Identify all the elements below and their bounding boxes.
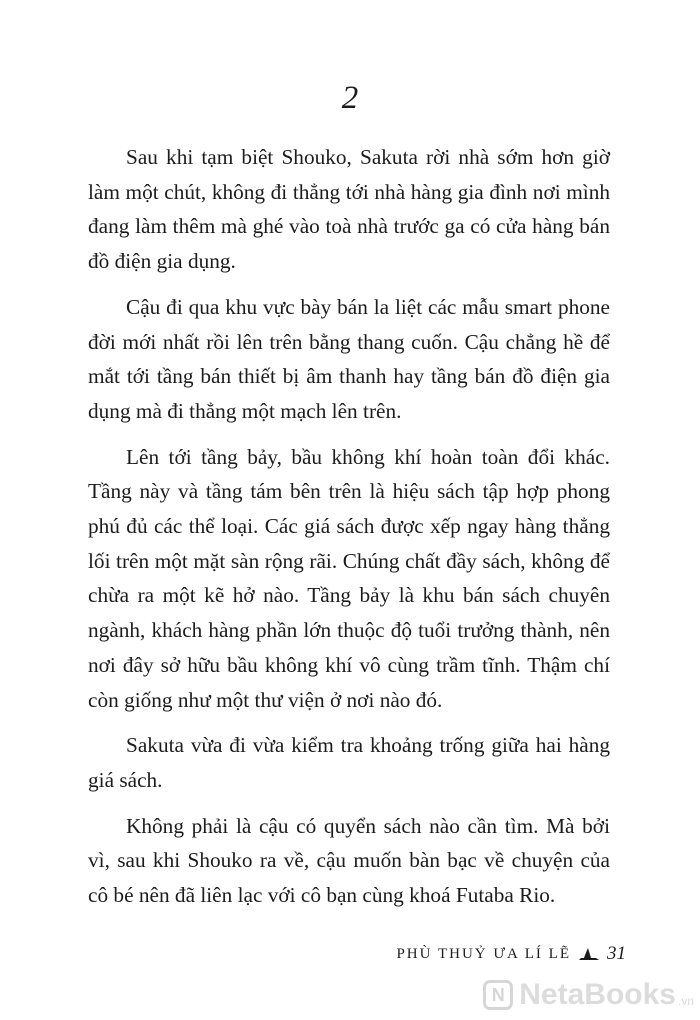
body-text <box>88 140 610 924</box>
page-number: 31 <box>607 943 626 964</box>
paragraph: Cậu đi qua khu vực bày bán la liệt các mẫu smart phone đời mới nhất rồi lên trên bằng thang cuốn. Cậu chẳng hề để mắt tới tầng bán thiết bị âm thanh hay tầng bán đồ điện gia dụng mà đi thẳng một mạch lên trên. <box>88 294 610 423</box>
paragraph: Không phải là cậu có quyển sách nào cần tìm. Mà bởi vì, sau khi Shouko ra về, cậu muốn bàn bạc về chuyện của cô bé nên đã liên lạc với cô bạn cùng khoá Futaba Rio. <box>88 813 610 908</box>
paragraph: Sakuta vừa đi vừa kiểm tra khoảng trống giữa hai hàng giá sách. <box>88 733 610 792</box>
paragraph: Sau khi tạm biệt Shouko, Sakuta rời nhà sớm hơn giờ làm một chút, không đi thẳng tới nhà hàng gia đình nơi mình đang làm thêm mà ghé vào toà nhà trước ga có cửa hàng bán đồ điện gia dụng. <box>88 145 610 274</box>
watermark <box>483 970 694 1020</box>
book-title: PHÙ THUỶ ƯA LÍ LẼ <box>396 946 571 962</box>
watermark-text: NetaBooks <box>519 978 676 1011</box>
chapter-number: 2 <box>341 80 359 116</box>
netabooks-logo-icon: N <box>483 980 513 1010</box>
watermark-suffix: .vn <box>677 994 694 1008</box>
witch-hat-icon <box>577 946 601 962</box>
running-footer <box>396 944 626 964</box>
paragraph: Lên tới tầng bảy, bầu không khí hoàn toàn đổi khác. Tầng này và tầng tám bên trên là hiệu sách tập hợp phong phú đủ các thể loại. Các giá sách được xếp ngay hàng thẳng lối trên một mặt sàn rộng rãi. Chúng chất đầy sách, không để chừa ra một kẽ hở nào. Tầng bảy là khu bán sách chuyên ngành, khách hàng phần lớn thuộc độ tuổi trưởng thành, nên nơi đây sở hữu bầu không khí vô cùng trầm tĩnh. Thậm chí còn giống như một thư viện ở nơi nào đó. <box>88 444 610 712</box>
